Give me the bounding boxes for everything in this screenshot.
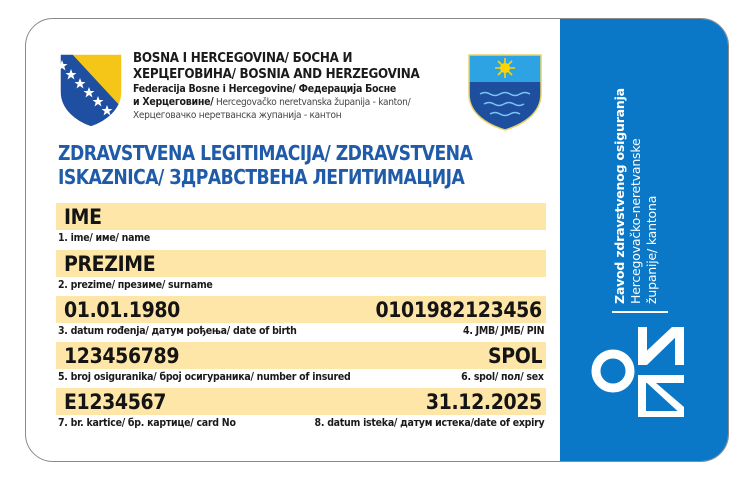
dob-label: 3. datum rođenja/ датум рођења/ date of birth xyxy=(58,325,297,337)
field-name xyxy=(56,203,546,246)
surname-label: 2. prezime/ презиме/ surname xyxy=(58,279,213,291)
health-insurance-card xyxy=(25,18,729,462)
field-dob-jmb xyxy=(56,296,546,339)
document-title xyxy=(58,141,488,189)
field-band xyxy=(56,388,546,415)
country-line-2: ХЕРЦЕГОВИНА/ BOSNIA AND HERZEGOVINA xyxy=(133,67,420,82)
document-title-line-1: ZDRAVSTVENA LEGITIMACIJA/ ZDRAVSTVENA xyxy=(58,141,473,165)
jmb-value: 0101982123456 xyxy=(375,298,542,322)
zzo-logo-icon xyxy=(588,319,688,419)
field-card-expiry xyxy=(56,388,546,431)
insurer-name-line-1: Zavod zdravstvenog osiguranja xyxy=(612,88,627,304)
surname-value: PREZIME xyxy=(64,252,156,276)
jmb-label: 4. JMB/ ЈМБ/ PIN xyxy=(462,325,544,337)
canton-coat-of-arms-icon xyxy=(466,52,544,132)
name-label: 1. ime/ име/ name xyxy=(58,232,150,244)
insurer-name-line-2: Hercegovačko-neretvanske xyxy=(628,138,643,304)
insurer-side-panel xyxy=(560,19,729,461)
card-number-value: E1234567 xyxy=(64,390,167,414)
bih-coat-of-arms-icon xyxy=(58,52,124,128)
insurer-name-line-3: županije/ kantona xyxy=(644,195,659,304)
sex-label: 6. spol/ пол/ sex xyxy=(461,371,544,383)
expiry-value: 31.12.2025 xyxy=(426,390,542,414)
field-band xyxy=(56,203,546,230)
insured-number-label: 5. broj osiguranika/ број осигураника/ number of insured xyxy=(58,371,351,383)
name-value: IME xyxy=(64,205,102,229)
insured-number-value: 123456789 xyxy=(64,344,180,368)
field-surname xyxy=(56,250,546,293)
federation-line-2: и Херцеговине/ Hercegovačko neretvanska županija - kanton/ xyxy=(133,96,411,108)
sex-value: SPOL xyxy=(487,344,542,368)
field-band xyxy=(56,250,546,277)
country-line-1: BOSNA I HERCEGOVINA/ БОСНА И xyxy=(133,51,353,66)
expiry-label: 8. datum isteka/ датум истека/date of expiry xyxy=(314,417,544,429)
divider-line xyxy=(612,311,668,313)
federation-line-1: Federacija Bosne i Hercegovine/ Федерација Босне xyxy=(133,83,397,95)
dob-value: 01.01.1980 xyxy=(64,298,180,322)
field-insured-sex xyxy=(56,342,546,385)
federation-line-3: Херцеговачко неретванска жупанија - кантон xyxy=(133,110,342,121)
issuer-header xyxy=(133,51,463,122)
field-band xyxy=(56,296,546,323)
document-title-line-2: ISKAZNICA/ ЗДРАВСТВЕНА ЛЕГИТИМАЦИЈА xyxy=(58,165,465,189)
insurer-name xyxy=(612,64,660,304)
field-band xyxy=(56,342,546,369)
card-number-label: 7. br. kartice/ бр. картице/ card No xyxy=(58,417,236,429)
